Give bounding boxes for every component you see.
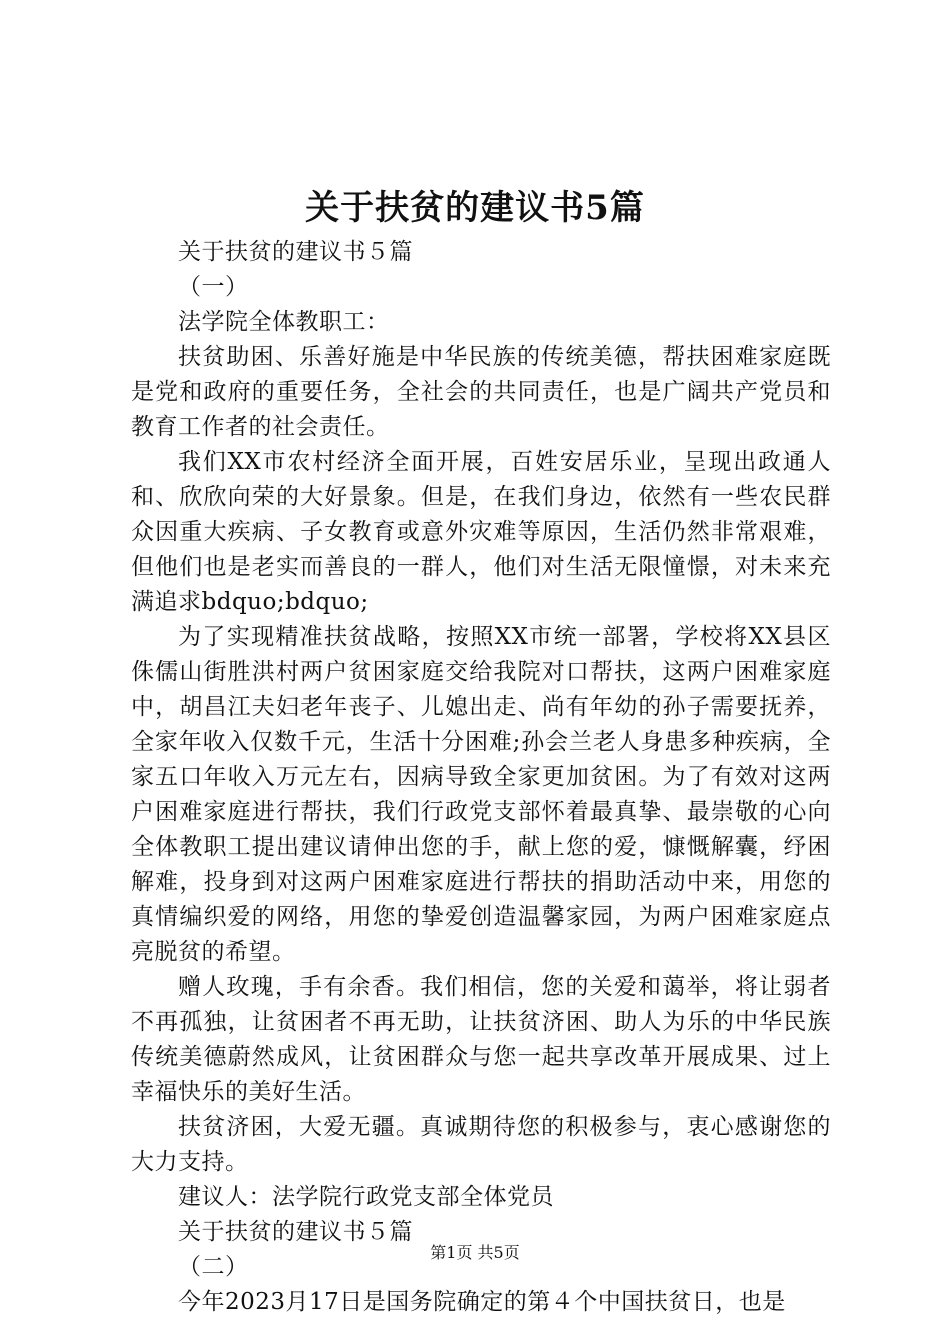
document-body xyxy=(131,235,831,1320)
body-paragraph: 今年2023月17日是国务院确定的第４个中国扶贫日，也是 xyxy=(178,1289,786,1315)
body-paragraph: 扶贫济困，大爱无疆。真诚期待您的积极参与，衷心感谢您的大力支持。 xyxy=(131,1114,831,1175)
document-title: 关于扶贫的建议书5篇 xyxy=(305,188,645,228)
body-paragraph: 扶贫助困、乐善好施是中华民族的传统美德，帮扶困难家庭既是党和政府的重要任务，全社会的共同责任，也是广阔共产党员和教育工作者的社会责任。 xyxy=(131,344,831,440)
section-number: （一） xyxy=(178,274,249,300)
section-heading: 关于扶贫的建议书５篇 xyxy=(178,239,413,265)
signature-line: 建议人：法学院行政党支部全体党员 xyxy=(178,1184,554,1210)
body-paragraph: 为了实现精准扶贫战略，按照XX市统一部署，学校将XX县区侏儒山街胜洪村两户贫困家庭交给我院对口帮扶，这两户困难家庭中，胡昌江夫妇老年丧子、儿媳出走、尚有年幼的孙子需要抚养，全家年收入仅数千元，生活十分困难;孙会兰老人身患多种疾病，全家五口年收入万元左右，因病导致全家更加贫困。为了有效对这两户困难家庭进行帮扶，我们行政党支部怀着最真挚、最崇敬的心向全体教职工提出建议请伸出您的手，献上您的爱，慷慨解囊，纾困解难，投身到对这两户困难家庭进行帮扶的捐助活动中来，用您的真情编织爱的网络，用您的挚爱创造温馨家园，为两户困难家庭点亮脱贫的希望。 xyxy=(131,624,831,965)
section-heading: 关于扶贫的建议书５篇 xyxy=(178,1219,413,1245)
body-paragraph: 我们XX市农村经济全面开展，百姓安居乐业，呈现出政通人和、欣欣向荣的大好景象。但是，在我们身边，依然有一些农民群众因重大疾病、子女教育或意外灾难等原因，生活仍然非常艰难，但他们也是老实而善良的一群人，他们对生活无限憧憬，对未来充满追求bdquo;bdquo; xyxy=(131,449,831,615)
page-footer: 第1页 共5页 xyxy=(430,1243,520,1262)
body-paragraph: 赠人玫瑰，手有余香。我们相信，您的关爱和蔼举，将让弱者不再孤独，让贫困者不再无助，让扶贫济困、助人为乐的中华民族传统美德蔚然成风，让贫困群众与您一起共享改革开展成果、过上幸福快乐的美好生活。 xyxy=(131,974,831,1105)
salutation: 法学院全体教职工： xyxy=(178,309,390,335)
section-number: （二） xyxy=(178,1254,249,1280)
